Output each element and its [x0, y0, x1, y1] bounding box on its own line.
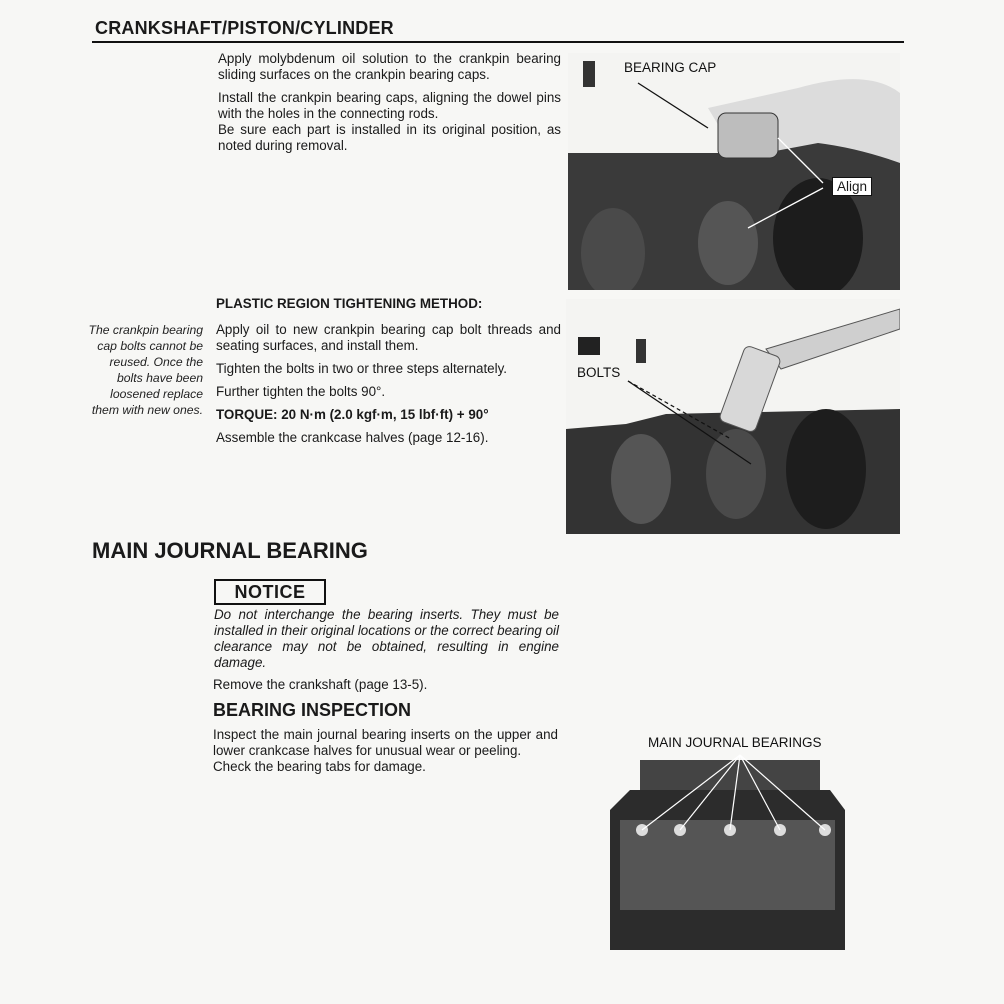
mo-oil-icon [583, 61, 595, 87]
main-journal-bearings-label: MAIN JOURNAL BEARINGS [648, 735, 822, 750]
notice-box: NOTICE [214, 579, 326, 605]
plastic-para2: Tighten the bolts in two or three steps alternately. [216, 361, 508, 376]
figure1-bearing-cap [718, 113, 778, 158]
inspection-text [213, 727, 558, 782]
oil-icon [636, 339, 646, 363]
main-journal-heading: MAIN JOURNAL BEARING [92, 538, 368, 563]
main-journal-figure [600, 750, 860, 950]
bolts-figure [566, 299, 900, 534]
figure2-connecting-rod [706, 429, 766, 519]
figure2-crank-journal [611, 434, 671, 524]
step1-text [218, 51, 561, 161]
step1-para2a: Install the crankpin bearing caps, aligning the dowel pins with the holes in the connecting rods. [218, 90, 561, 121]
figure1-crank-journal [698, 201, 758, 285]
align-label: Align [832, 177, 872, 196]
bolts-label: BOLTS [577, 365, 621, 380]
section-title: CRANKSHAFT/PISTON/CYLINDER [95, 18, 394, 38]
bearing-cap-label: BEARING CAP [624, 60, 717, 75]
figure3-transmission [640, 760, 820, 790]
bearing-cap-figure [568, 53, 900, 290]
header-rule [92, 41, 904, 43]
step1-para2b: Be sure each part is installed in its original position, as noted during removal. [218, 122, 561, 153]
notice-text: Do not interchange the bearing inserts. They must be installed in their original locations or the correct bearing oil clearance may not be obtained, resulting in engine damage. [214, 607, 559, 670]
plastic-para4: Assemble the crankcase halves (page 12-16). [216, 430, 489, 445]
bolt-sidenote: The crankpin bearing cap bolts cannot be reused. Once the bolts have been loosened replace them with new ones. [88, 323, 203, 417]
inspection-para2: Check the bearing tabs for damage. [213, 759, 426, 774]
bearing-inspection-heading: BEARING INSPECTION [213, 700, 412, 720]
remove-crankshaft-text: Remove the crankshaft (page 13-5). [213, 677, 428, 692]
plastic-para1: Apply oil to new crankpin bearing cap bolt threads and seating surfaces, and install them. [216, 322, 561, 353]
new-part-icon [578, 337, 600, 355]
step1-para1: Apply molybdenum oil solution to the crankpin bearing sliding surfaces on the crankpin bearing caps. [218, 51, 561, 82]
plastic-text [216, 322, 561, 453]
plastic-para3: Further tighten the bolts 90°. [216, 384, 386, 399]
figure2-crank-web [786, 409, 866, 529]
torque-spec: TORQUE: 20 N·m (2.0 kgf·m, 15 lbf·ft) + 90° [216, 407, 489, 422]
inspection-para1: Inspect the main journal bearing inserts on the upper and lower crankcase halves for unusual wear or peeling. [213, 727, 558, 758]
plastic-region-heading: PLASTIC REGION TIGHTENING METHOD: [216, 296, 483, 311]
